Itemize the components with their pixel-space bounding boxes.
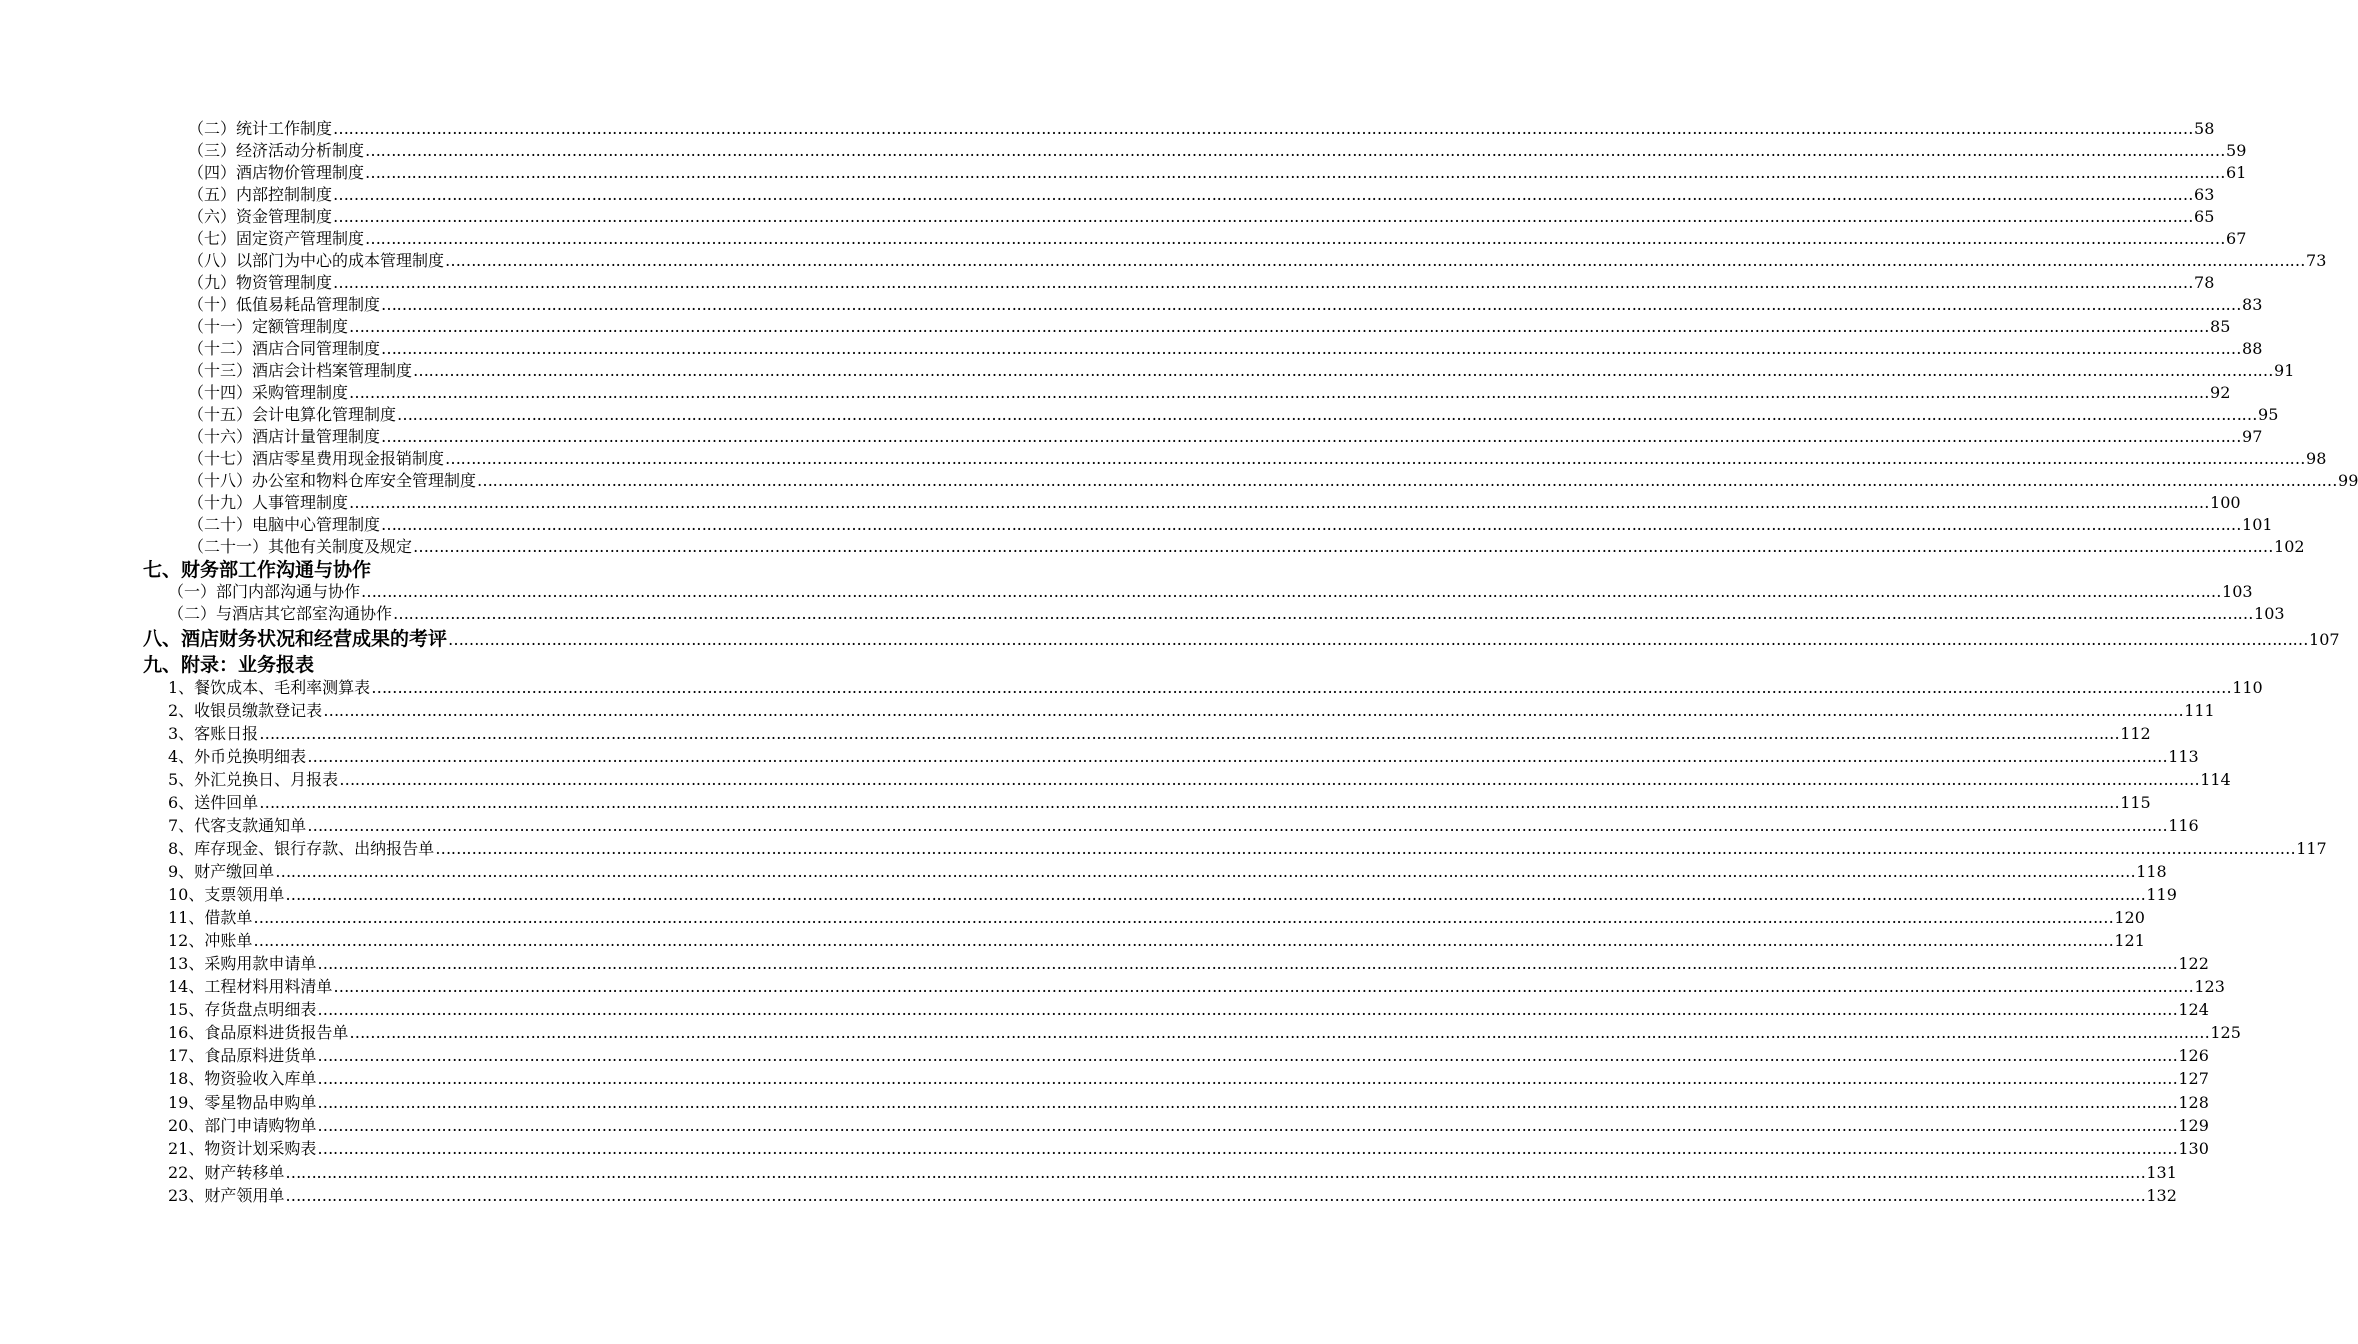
- toc-page-number: 126: [2178, 1046, 2209, 1065]
- toc-page-number: 78: [2194, 273, 2215, 292]
- toc-leader-dots: ………………………………………………………………………………………………………………………………………………………………………………………………………………………………………………………………………………………………………………………………: [317, 1093, 2178, 1112]
- toc-section-heading[interactable]: [143, 555, 800, 579]
- toc-leader-dots: ………………………………………………………………………………………………………………………………………………………………………………………………………………………………………………………………………………………………………………………………: [365, 141, 2226, 160]
- toc-entry-title: 21、物资计划采购表: [168, 1139, 317, 1158]
- toc-entry[interactable]: [168, 1136, 2209, 1158]
- toc-leader-dots: ………………………………………………………………………………………………………………………………………………………………………………………………………………………………………………………………………………………………………………………………: [349, 1023, 2210, 1042]
- toc-entry-title: 22、财产转移单: [168, 1163, 285, 1182]
- toc-leader-dots: ………………………………………………………………………………………………………………………………………………………………………………………………………………………………………………………………………………………………………………………………: [333, 119, 2194, 138]
- toc-leader-dots: ………………………………………………………………………………………………………………………………………………………………………………………………………………………………………………………………………………………………………………………………: [477, 471, 2338, 490]
- toc-page-number: 127: [2178, 1069, 2209, 1088]
- toc-page-number: 113: [2168, 747, 2199, 766]
- toc-page-number: 111: [2184, 701, 2215, 720]
- toc-entry[interactable]: [168, 813, 2199, 835]
- toc-leader-dots: ………………………………………………………………………………………………………………………………………………………………………………………………………………………………………………………………………………………………………………………………: [349, 317, 2210, 336]
- toc-leader-dots: ………………………………………………………………………………………………………………………………………………………………………………………………………………………………………………………………………………………………………………………………: [317, 1069, 2178, 1088]
- toc-entry-title: （六）资金管理制度: [188, 207, 333, 226]
- toc-page-number: 59: [2226, 141, 2247, 160]
- toc-leader-dots: ………………………………………………………………………………………………………………………………………………………………………………………………………………………………………………………………………………………………………………………………: [253, 931, 2114, 950]
- toc-entry[interactable]: [188, 314, 2231, 336]
- toc-entry[interactable]: [168, 767, 2231, 789]
- toc-page-number: 112: [2120, 724, 2151, 743]
- toc-entry-title: （五）内部控制制度: [188, 185, 333, 204]
- toc-entry-title: 5、外汇兑换日、月报表: [168, 770, 339, 789]
- toc-leader-dots: ………………………………………………………………………………………………………………………………………………………………………………………………………………………………………………………………………………………………………………………………: [365, 229, 2226, 248]
- toc-page-number: 131: [2146, 1163, 2177, 1182]
- toc-page-number: 119: [2146, 885, 2177, 904]
- toc-entry[interactable]: [188, 248, 2327, 270]
- toc-leader-dots: ………………………………………………………………………………………………………………………………………………………………………………………………………………………………………………………………………………………………………………………………: [413, 537, 2274, 556]
- toc-entry-title: 7、代客支款通知单: [168, 816, 307, 835]
- toc-entry[interactable]: [168, 744, 2199, 766]
- toc-entry-title: 1、餐饮成本、毛利率测算表: [168, 678, 371, 697]
- toc-leader-dots: ………………………………………………………………………………………………………………………………………………………………………………………………………………………………………………………………………………………………………………………………: [349, 493, 2210, 512]
- toc-entry[interactable]: [188, 402, 2279, 424]
- toc-entry-title: （八）以部门为中心的成本管理制度: [188, 251, 445, 270]
- toc-page-number: 103: [2222, 582, 2253, 601]
- toc-leader-dots: ………………………………………………………………………………………………………………………………………………………………………………………………………………………………………………………………………………………………………………………………: [307, 747, 2168, 766]
- toc-entry[interactable]: [188, 182, 2215, 204]
- toc-entry[interactable]: [188, 138, 2247, 160]
- toc-entry-title: 6、送件回单: [168, 793, 259, 812]
- toc-leader-dots: ………………………………………………………………………………………………………………………………………………………………………………………………………………………………………………………………………………………………………………………………: [259, 793, 2120, 812]
- toc-leader-dots: ………………………………………………………………………………………………………………………………………………………………………………………………………………………………………………………………………………………………………………………………: [393, 604, 2254, 623]
- toc-leader-dots: ………………………………………………………………………………………………………………………………………………………………………………………………………………………………………………………………………………………………………………………………: [397, 405, 2258, 424]
- toc-page-number: 123: [2194, 977, 2225, 996]
- toc-page-number: 73: [2306, 251, 2327, 270]
- toc-entry[interactable]: [188, 160, 2247, 182]
- toc-leader-dots: ………………………………………………………………………………………………………………………………………………………………………………………………………………………………………………………………………………………………………………………………: [339, 770, 2200, 789]
- toc-page-number: 98: [2306, 449, 2327, 468]
- toc-leader-dots: ………………………………………………………………………………………………………………………………………………………………………………………………………………………………………………………………………………………………………………………………: [445, 449, 2306, 468]
- toc-page-number: 83: [2242, 295, 2263, 314]
- toc-leader-dots: ………………………………………………………………………………………………………………………………………………………………………………………………………………………………………………………………………………………………………………………………: [317, 954, 2178, 973]
- toc-page-number: 91: [2274, 361, 2295, 380]
- toc-entry-title: 14、工程材料用料清单: [168, 977, 333, 996]
- toc-page-number: 67: [2226, 229, 2247, 248]
- toc-entry-title: （十七）酒店零星费用现金报销制度: [188, 449, 445, 468]
- toc-entry[interactable]: [168, 698, 2215, 720]
- toc-entry-title: （十）低值易耗品管理制度: [188, 295, 381, 314]
- toc-leader-dots: ………………………………………………………………………………………………………………………………………………………………………………………………………………………………………………………………………………………………………………………………: [381, 295, 2242, 314]
- toc-entry[interactable]: [188, 446, 2327, 468]
- toc-entry[interactable]: [168, 1043, 2209, 1065]
- toc-section-heading[interactable]: [143, 650, 800, 674]
- toc-entry[interactable]: [188, 380, 2231, 402]
- toc-entry-title: 9、财产缴回单: [168, 862, 275, 881]
- toc-page-number: 102: [2274, 537, 2305, 556]
- toc-entry-title: （十八）办公室和物料仓库安全管理制度: [188, 471, 477, 490]
- toc-entry-title: 12、冲账单: [168, 931, 253, 950]
- toc-entry[interactable]: [168, 721, 2151, 743]
- toc-entry-title: （七）固定资产管理制度: [188, 229, 365, 248]
- toc-entry[interactable]: [168, 790, 2151, 812]
- toc-entry[interactable]: [168, 1090, 2209, 1112]
- toc-entry[interactable]: [188, 336, 2263, 358]
- toc-entry-title: 23、财产领用单: [168, 1186, 285, 1205]
- toc-entry[interactable]: [168, 1160, 2177, 1182]
- toc-entry[interactable]: [188, 358, 2295, 380]
- toc-page-number: 97: [2242, 427, 2263, 446]
- toc-page-number: 85: [2210, 317, 2231, 336]
- toc-entry[interactable]: [168, 905, 2145, 927]
- toc-entry[interactable]: [188, 292, 2263, 314]
- toc-section-heading[interactable]: [143, 624, 2340, 650]
- toc-leader-dots: ………………………………………………………………………………………………………………………………………………………………………………………………………………………………………………………………………………………………………………………………: [333, 207, 2194, 226]
- toc-entry[interactable]: [168, 859, 2167, 881]
- toc-entry[interactable]: [168, 601, 2285, 623]
- toc-entry[interactable]: [168, 1183, 2177, 1205]
- toc-entry-title: （九）物资管理制度: [188, 273, 333, 292]
- toc-entry[interactable]: [188, 468, 2358, 490]
- toc-entry[interactable]: [168, 951, 2209, 973]
- toc-entry-title: （二十）电脑中心管理制度: [188, 515, 381, 534]
- toc-page-number: 58: [2194, 119, 2215, 138]
- toc-entry-title: 18、物资验收入库单: [168, 1069, 317, 1088]
- toc-entry-title: 13、采购用款申请单: [168, 954, 317, 973]
- toc-entry-title: （十二）酒店合同管理制度: [188, 339, 381, 358]
- toc-leader-dots: ………………………………………………………………………………………………………………………………………………………………………………………………………………………………………………………………………………………………………………………………: [349, 383, 2210, 402]
- toc-entry-title: （十五）会计电算化管理制度: [188, 405, 397, 424]
- toc-leader-dots: ………………………………………………………………………………………………………………………………………………………………………………………………………………………………………………………………………………………………………………………………: [317, 1000, 2178, 1019]
- toc-entry-title: 19、零星物品申购单: [168, 1093, 317, 1112]
- toc-leader-dots: ………………………………………………………………………………………………………………………………………………………………………………………………………………………………………………………………………………………………………………………………: [371, 678, 2232, 697]
- toc-entry[interactable]: [188, 270, 2215, 292]
- toc-entry-title: 8、库存现金、银行存款、出纳报告单: [168, 839, 435, 858]
- toc-leader-dots: ………………………………………………………………………………………………………………………………………………………………………………………………………………………………………………………………………………………………………………………………: [333, 977, 2194, 996]
- toc-leader-dots: ………………………………………………………………………………………………………………………………………………………………………………………………………………………………………………………………………………………………………………………………: [333, 273, 2194, 292]
- toc-entry-title: 3、客账日报: [168, 724, 259, 743]
- toc-entry-title: 八、酒店财务状况和经营成果的考评: [143, 628, 448, 650]
- toc-page-number: 100: [2210, 493, 2241, 512]
- toc-page-number: 65: [2194, 207, 2215, 226]
- toc-leader-dots: ………………………………………………………………………………………………………………………………………………………………………………………………………………………………………………………………………………………………………………………………: [317, 1046, 2178, 1065]
- toc-entry[interactable]: [168, 928, 2145, 950]
- toc-page-number: 121: [2114, 931, 2145, 950]
- toc-entry-title: 10、支票领用单: [168, 885, 285, 904]
- toc-leader-dots: ………………………………………………………………………………………………………………………………………………………………………………………………………………………………………………………………………………………………………………………………: [381, 427, 2242, 446]
- toc-entry[interactable]: [168, 675, 2263, 697]
- toc-entry-title: （三）经济活动分析制度: [188, 141, 365, 160]
- toc-entry-title: 11、借款单: [168, 908, 253, 927]
- toc-entry[interactable]: [168, 579, 2253, 601]
- toc-leader-dots: ………………………………………………………………………………………………………………………………………………………………………………………………………………………………………………………………………………………………………………………………: [413, 361, 2274, 380]
- toc-page-number: 116: [2168, 816, 2199, 835]
- toc-page-number: 117: [2296, 839, 2327, 858]
- toc-leader-dots: ………………………………………………………………………………………………………………………………………………………………………………………………………………………………………………………………………………………………………………………………: [285, 1163, 2146, 1182]
- toc-page-number: 103: [2254, 604, 2285, 623]
- toc-entry[interactable]: [188, 512, 2273, 534]
- toc-leader-dots: ………………………………………………………………………………………………………………………………………………………………………………………………………………………………………………………………………………………………………………………………: [361, 582, 2222, 601]
- toc-page-number: 88: [2242, 339, 2263, 358]
- toc-leader-dots: ………………………………………………………………………………………………………………………………………………………………………………………………………………………………………………………………………………………………………………………………: [253, 908, 2114, 927]
- toc-entry[interactable]: [188, 226, 2247, 248]
- toc-entry-title: 20、部门申请购物单: [168, 1116, 317, 1135]
- toc-page-number: 115: [2120, 793, 2151, 812]
- toc-entry[interactable]: [168, 974, 2225, 996]
- toc-leader-dots: ………………………………………………………………………………………………………………………………………………………………………………………………………………………………………………………………………………………………………………………………: [317, 1139, 2178, 1158]
- toc-leader-dots: ………………………………………………………………………………………………………………………………………………………………………………………………………………………………………………………………………………………………………………………………: [275, 862, 2136, 881]
- toc-leader-dots: ………………………………………………………………………………………………………………………………………………………………………………………………………………………………………………………………………………………………………………………………: [435, 839, 2296, 858]
- toc-entry-title: 2、收银员缴款登记表: [168, 701, 323, 720]
- toc-page-number: 63: [2194, 185, 2215, 204]
- toc-leader-dots: ………………………………………………………………………………………………………………………………………………………………………………………………………………………………………………………………………………………………………………………………: [381, 339, 2242, 358]
- toc-entry[interactable]: [188, 204, 2215, 226]
- toc-entry-title: 4、外币兑换明细表: [168, 747, 307, 766]
- toc-entry[interactable]: [168, 1113, 2209, 1135]
- toc-page-number: 110: [2232, 678, 2263, 697]
- toc-entry-title: （十一）定额管理制度: [188, 317, 349, 336]
- toc-entry-title: 七、财务部工作沟通与协作: [143, 559, 372, 581]
- toc-entry-title: （四）酒店物价管理制度: [188, 163, 365, 182]
- toc-leader-dots: ………………………………………………………………………………………………………………………………………………………………………………………………………………………………………………………………………………………………………………………………: [365, 163, 2226, 182]
- toc-entry[interactable]: [188, 116, 2215, 138]
- toc-page-number: 99: [2338, 471, 2358, 490]
- toc-entry-title: （一）部门内部沟通与协作: [168, 582, 361, 601]
- toc-entry[interactable]: [168, 1066, 2209, 1088]
- toc-entry[interactable]: [168, 882, 2177, 904]
- toc-page-number: 132: [2146, 1186, 2177, 1205]
- toc-entry-title: 17、食品原料进货单: [168, 1046, 317, 1065]
- toc-page-number: 95: [2258, 405, 2279, 424]
- toc-page-number: 125: [2210, 1023, 2241, 1042]
- toc-leader-dots: ………………………………………………………………………………………………………………………………………………………………………………………………………………………………………………………………………………………………………………………………: [285, 1186, 2146, 1205]
- toc-page-number: 118: [2136, 862, 2167, 881]
- toc-page-number: 128: [2178, 1093, 2209, 1112]
- toc-entry[interactable]: [188, 490, 2241, 512]
- toc-page-number: 107: [2309, 630, 2340, 649]
- toc-entry-title: （二）统计工作制度: [188, 119, 333, 138]
- toc-leader-dots: ………………………………………………………………………………………………………………………………………………………………………………………………………………………………………………………………………………………………………………………………: [323, 701, 2184, 720]
- toc-entry[interactable]: [168, 836, 2327, 858]
- toc-leader-dots: ………………………………………………………………………………………………………………………………………………………………………………………………………………………………………………………………………………………………………………………………: [448, 630, 2309, 649]
- toc-entry[interactable]: [188, 534, 2305, 556]
- toc-page-number: 92: [2210, 383, 2231, 402]
- toc-page-number: 114: [2200, 770, 2231, 789]
- toc-page-number: 122: [2178, 954, 2209, 973]
- toc-leader-dots: ………………………………………………………………………………………………………………………………………………………………………………………………………………………………………………………………………………………………………………………………: [317, 1116, 2178, 1135]
- toc-entry-title: （十三）酒店会计档案管理制度: [188, 361, 413, 380]
- toc-page-number: 120: [2114, 908, 2145, 927]
- toc-leader-dots: ………………………………………………………………………………………………………………………………………………………………………………………………………………………………………………………………………………………………………………………………: [259, 724, 2120, 743]
- toc-entry[interactable]: [188, 424, 2263, 446]
- toc-page-number: 129: [2178, 1116, 2209, 1135]
- toc-entry-title: 九、附录：业务报表: [143, 654, 315, 676]
- toc-leader-dots: ………………………………………………………………………………………………………………………………………………………………………………………………………………………………………………………………………………………………………………………………: [381, 515, 2242, 534]
- toc-leader-dots: ………………………………………………………………………………………………………………………………………………………………………………………………………………………………………………………………………………………………………………………………: [307, 816, 2168, 835]
- toc-page-number: 130: [2178, 1139, 2209, 1158]
- toc-entry[interactable]: [168, 1020, 2241, 1042]
- toc-entry-title: （十九）人事管理制度: [188, 493, 349, 512]
- toc-page-number: 101: [2242, 515, 2273, 534]
- toc-entry[interactable]: [168, 997, 2209, 1019]
- toc-entry-title: （二十一）其他有关制度及规定: [188, 537, 413, 556]
- toc-leader-dots: ………………………………………………………………………………………………………………………………………………………………………………………………………………………………………………………………………………………………………………………………: [285, 885, 2146, 904]
- toc-entry-title: （十六）酒店计量管理制度: [188, 427, 381, 446]
- toc-page-number: 61: [2226, 163, 2247, 182]
- toc-entry-title: 16、食品原料进货报告单: [168, 1023, 349, 1042]
- toc-entry-title: （十四）采购管理制度: [188, 383, 349, 402]
- toc-entry-title: 15、存货盘点明细表: [168, 1000, 317, 1019]
- toc-leader-dots: ………………………………………………………………………………………………………………………………………………………………………………………………………………………………………………………………………………………………………………………………: [333, 185, 2194, 204]
- toc-page-number: 124: [2178, 1000, 2209, 1019]
- toc-leader-dots: ………………………………………………………………………………………………………………………………………………………………………………………………………………………………………………………………………………………………………………………………: [445, 251, 2306, 270]
- toc-entry-title: （二）与酒店其它部室沟通协作: [168, 604, 393, 623]
